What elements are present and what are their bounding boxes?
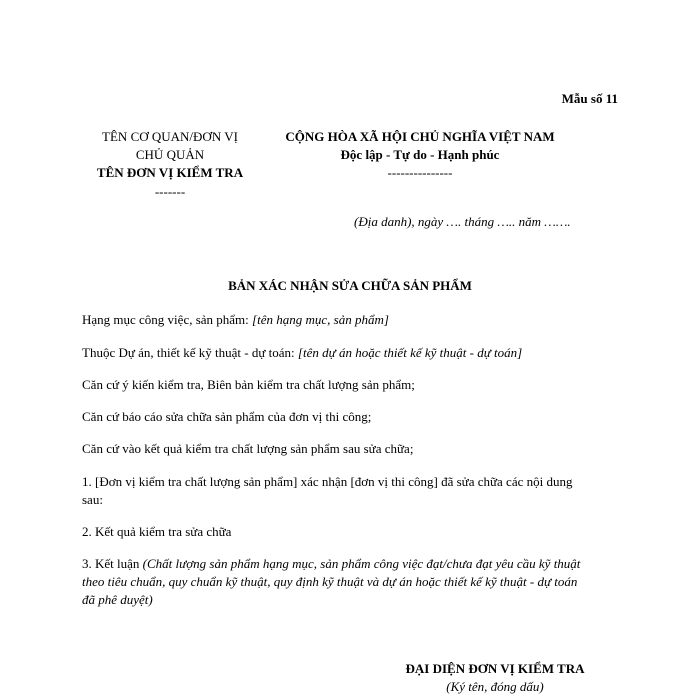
conclusion-line2: theo tiêu chuẩn, quy chuẩn kỹ thuật, quy định kỹ thuật và dự án hoặc thiết kế kỹ thuật - dự toán (82, 574, 578, 590)
confirmation-line2: sau: (82, 492, 103, 508)
national-divider: --------------- (387, 165, 453, 181)
national-motto: Độc lập - Tự do - Hạnh phúc (340, 147, 500, 163)
country-name: CỘNG HÒA XÃ HỘI CHỦ NGHĨA VIỆT NAM (285, 129, 555, 144)
agency-parent-line1: TÊN CƠ QUAN/ĐƠN VỊ (102, 129, 238, 144)
signature-note: (Ký tên, đóng dấu) (446, 679, 544, 695)
conclusion-label: 3. Kết luận (82, 556, 143, 571)
work-item-label: Hạng mục công việc, sản phẩm: (82, 312, 253, 327)
form-code: Mẫu số 11 (561, 91, 618, 106)
conclusion-line3: đã phê duyệt) (82, 592, 153, 608)
place-date: (Địa danh), ngày …. tháng ….. năm ……. (354, 214, 571, 229)
paragraph-project (82, 344, 622, 362)
conclusion-line1: (Chất lượng sản phẩm hạng mục, sản phẩm công việc đạt/chưa đạt yêu cầu kỹ thuật (142, 556, 581, 571)
paragraph-basis-result: Căn cứ vào kết quả kiểm tra chất lượng sản phẩm sau sửa chữa; (82, 441, 414, 456)
paragraph-confirmation (82, 473, 622, 509)
paragraph-repair-result: 2. Kết quả kiểm tra sửa chữa (82, 524, 232, 539)
paragraph-basis-report: Căn cứ báo cáo sửa chữa sản phẩm của đơn vị thi công; (82, 409, 372, 424)
work-item-value: [tên hạng mục, sản phẩm] (252, 312, 389, 327)
confirmation-line1: 1. [Đơn vị kiểm tra chất lượng sản phẩm] xác nhận [đơn vị thi công] đã sửa chữa các nội dung (82, 474, 573, 489)
document-title: BẢN XÁC NHẬN SỬA CHỮA SẢN PHẨM (228, 278, 472, 293)
project-label: Thuộc Dự án, thiết kế kỹ thuật - dự toán: (82, 345, 298, 360)
paragraph-work-item (82, 311, 622, 329)
project-value: [tên dự án hoặc thiết kế kỹ thuật - dự toán] (297, 345, 523, 360)
signature-title: ĐẠI DIỆN ĐƠN VỊ KIỂM TRA (405, 661, 585, 676)
inspection-unit-name: TÊN ĐƠN VỊ KIỂM TRA (96, 165, 244, 181)
national-header (270, 128, 570, 183)
agency-divider: ------- (154, 183, 186, 199)
agency-header (70, 128, 270, 201)
paragraph-conclusion (82, 555, 642, 610)
agency-parent-line2: CHỦ QUẢN (135, 147, 205, 163)
signature-block (370, 660, 620, 696)
paragraph-basis-inspection: Căn cứ ý kiến kiểm tra, Biên bản kiểm tra chất lượng sản phẩm; (82, 377, 415, 392)
